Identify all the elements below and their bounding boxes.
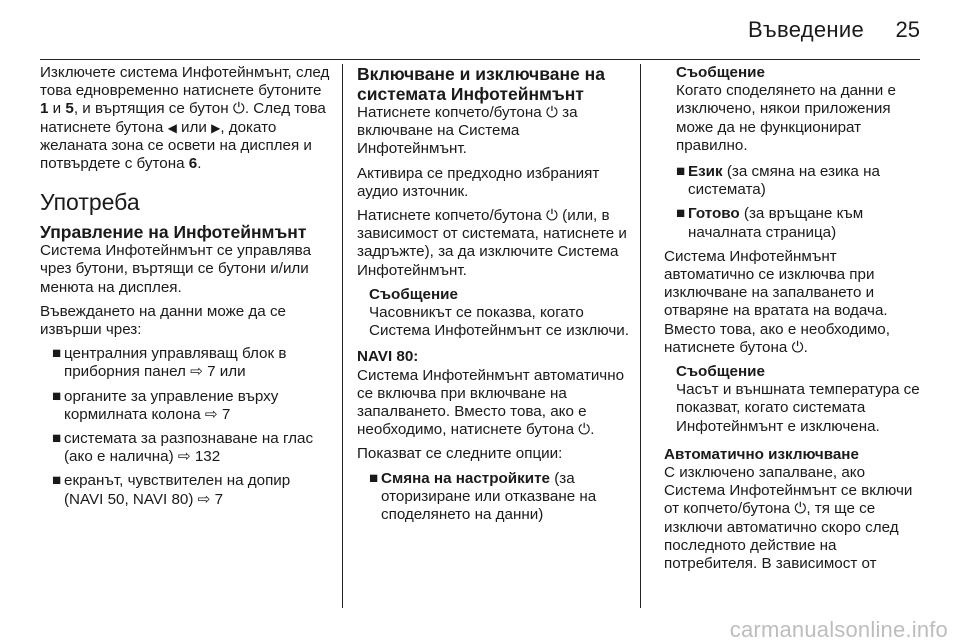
bullet-icon: ■ [52, 430, 62, 448]
page-ref-link[interactable]: 7 [207, 363, 216, 381]
auto-shutdown-heading: Автоматично изключване [664, 445, 859, 463]
power-icon: ⏻ [791, 338, 804, 356]
note-box [357, 286, 631, 341]
heading-power-on-off: Включване и изключване на системата Инфотейнмънт [357, 64, 605, 104]
bullet-icon: ■ [52, 345, 62, 363]
note-text: Часовникът се показва, когато Система Инфотейнмънт се изключи. [369, 304, 629, 340]
option-change-settings: Смяна на настройките [381, 469, 550, 487]
bullet-icon: ■ [52, 472, 62, 490]
column-2 [357, 64, 631, 530]
options-list [357, 470, 631, 525]
page-number: 25 [895, 17, 920, 42]
control-paragraph: Система Инфотейнмънт се управлява чрез бутони, въртящи се бутони и/или менюта на дисплея. [40, 242, 312, 296]
list-item: ■ Смяна на настройките (за оторизиране или отказване на споделянето на данни) [369, 469, 597, 524]
column-divider [342, 64, 343, 608]
note-box [664, 64, 926, 155]
button-1-label: 1 [40, 100, 49, 118]
note-text: Часът и външната температура се показват, когато системата Инфотейнмънт е изключена. [676, 381, 920, 435]
audio-source-paragraph: Активира се предходно избраният аудио източник. [357, 164, 600, 200]
page-ref-link[interactable]: 7 [214, 490, 224, 508]
section-title: Въведение [747, 17, 864, 42]
list-item: ■ системата за разпознаване на глас (ако е налична) ⇨ 132 [52, 430, 314, 466]
power-icon: ⏻ [794, 500, 807, 518]
page-ref-link[interactable]: 7 [221, 405, 231, 423]
column-divider [640, 64, 641, 608]
auto-off-paragraph: Система Инфотейнмънт автоматично се изключва при изключване на запалването и отваряне на вратата на водача. Вместо това, ако е необходимо, натиснете бутона ⏻. [664, 247, 890, 356]
navi80-heading: NAVI 80: [357, 348, 419, 366]
power-off-paragraph: Натиснете копчето/бутона ⏻ (или, в зависимост от системата, натиснете и задръжте), за да изключите Система Инфотейнмънт. [357, 207, 627, 279]
page-ref-icon: ⇨ [190, 363, 203, 381]
note-title: Съобщение [676, 363, 765, 381]
header-rule [40, 59, 920, 60]
intro-paragraph: Изключете система Инфотейнмънт, след това едновременно натиснете бутоните 1 и 5, и въртящия се бутон ⏻. След това натиснете бутона ◀ или ▶, докато желаната зона се освети на дисплея и потвърдете с бутона 6. [40, 64, 330, 173]
list-item: ■ Готово (за връщане към началната страница) [676, 205, 864, 241]
options-list-continued [664, 163, 926, 242]
list-item: ■ Език (за смяна на езика на системата) [676, 163, 880, 199]
arrow-right-icon: ▶ [211, 120, 221, 135]
button-6-label: 6 [188, 155, 198, 173]
power-on-paragraph: Натиснете копчето/бутона ⏻ за включване на Система Инфотейнмънт. [357, 104, 578, 158]
bullet-icon: ■ [369, 469, 379, 487]
button-5-label: 5 [65, 100, 74, 118]
list-item: ■ централния управляващ блок в приборния панел ⇨ 7 или [52, 345, 287, 381]
options-intro: Показват се следните опции: [357, 445, 563, 463]
auto-shutdown-paragraph: С изключено запалване, ако Система Инфотейнмънт се включи от копчето/бутона ⏻, тя ще се изключи автоматично скоро след последното действие на потребителя. В зависимост от [664, 464, 913, 573]
input-paragraph: Въвеждането на данни може да се извърши чрез: [40, 302, 286, 339]
note-box [664, 363, 926, 436]
page-ref-icon: ⇨ [177, 448, 191, 466]
page-ref-icon: ⇨ [204, 405, 218, 423]
power-icon: ⏻ [545, 207, 558, 225]
page-footer [0, 615, 960, 642]
list-item: ■ екранът, чувствителен на допир (NAVI 50, NAVI 80) ⇨ 7 [52, 472, 291, 508]
watermark: carmanualsonline.info [729, 617, 948, 642]
note-title: Съобщение [369, 285, 458, 303]
option-done: Готово [688, 205, 740, 223]
note-title: Съобщение [676, 64, 765, 81]
power-icon: ⏻ [232, 100, 245, 118]
bullet-icon: ■ [676, 163, 686, 181]
column-3 [664, 64, 926, 579]
power-icon: ⏻ [545, 104, 558, 121]
option-language: Език [688, 163, 723, 181]
column-1 [40, 64, 332, 515]
heading-usage: Употреба [40, 189, 140, 216]
page-header [0, 0, 960, 60]
subheading-control: Управление на Инфотейнмънт [40, 222, 307, 243]
arrow-left-icon: ◀ [167, 120, 177, 135]
bullet-icon: ■ [676, 205, 686, 223]
page-ref-link[interactable]: 132 [194, 448, 221, 466]
note-text: Когато споделянето на данни е изключено, някои приложения може да не функционират правилно. [676, 82, 896, 154]
power-icon: ⏻ [578, 421, 591, 439]
page-ref-icon: ⇨ [197, 490, 211, 508]
input-methods-list [40, 345, 332, 509]
bullet-icon: ■ [52, 387, 62, 405]
navi80-paragraph: Система Инфотейнмънт автоматично се включва при включване на запалването. Вместо това, ако е необходимо, натиснете бутона ⏻. [357, 366, 625, 439]
list-item: ■ органите за управление върху кормилната колона ⇨ 7 [52, 387, 279, 423]
